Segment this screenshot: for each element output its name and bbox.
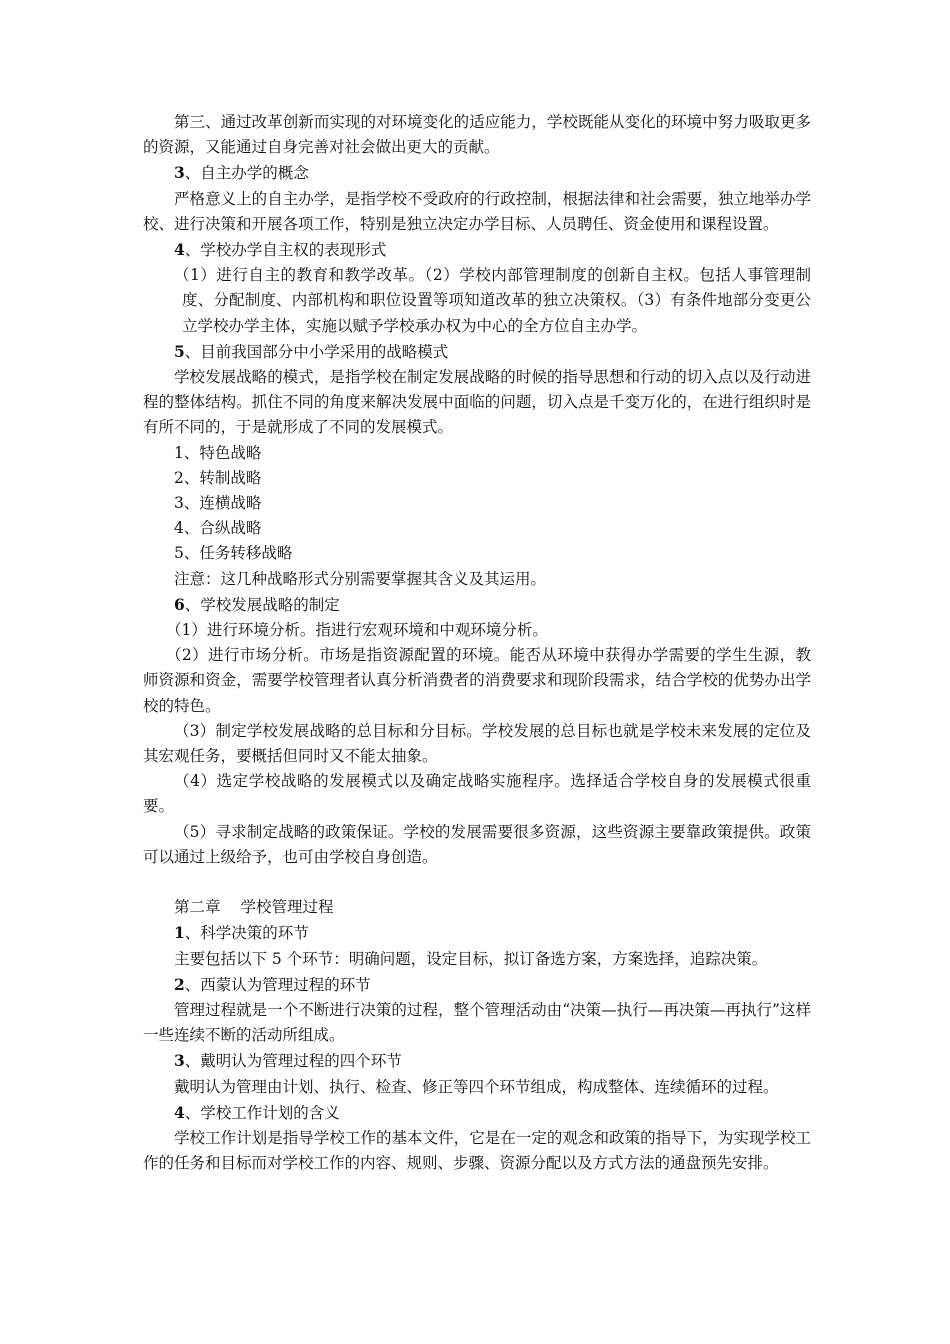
paragraph-decision-steps: 主要包括以下 5 个环节：明确问题，设定目标，拟订备选方案，方案选择，追踪决策。 bbox=[174, 949, 768, 968]
heading-text: 、目前我国部分中小学采用的战略模式 bbox=[184, 342, 449, 361]
paragraph-autonomy-definition: 严格意义上的自主办学，是指学校不受政府的行政控制，根据法律和社会需要，独立地举办学校、进行决策和开展各项工作，特别是独立决定办学目标、人员聘任、资金使用和课程设置。 bbox=[143, 189, 811, 233]
heading-text: 、戴明认为管理过程的四个环节 bbox=[184, 1052, 402, 1071]
list-item-strategy: 4、合纵战略 bbox=[174, 519, 262, 538]
paragraph-deming-process: 戴明认为管理由计划、执行、检查、修正等四个环节组成，构成整体、连续循环的过程。 bbox=[174, 1077, 779, 1096]
document-body bbox=[143, 110, 811, 1176]
heading-text: 、自主办学的概念 bbox=[184, 164, 309, 183]
step-choose-mode: （4）选定学校战略的发展模式以及确定战略实施程序。选择适合学校自身的发展模式很重要。 bbox=[143, 772, 811, 816]
heading-autonomy-concept bbox=[143, 160, 811, 186]
section-gap bbox=[143, 870, 811, 895]
heading-strategy-modes bbox=[143, 339, 811, 365]
heading-simon-process bbox=[143, 972, 811, 998]
chapter-title: 学校管理过程 bbox=[240, 898, 334, 917]
heading-number: 1 bbox=[174, 923, 185, 943]
heading-text: 、学校发展战略的制定 bbox=[184, 595, 340, 614]
heading-text: 、学校工作计划的含义 bbox=[184, 1103, 340, 1122]
step-environment-analysis: （1）进行环境分析。指进行宏观环境和中观环境分析。 bbox=[166, 621, 548, 640]
list-item-strategy: 1、特色战略 bbox=[174, 443, 262, 462]
paragraph-simon-process: 管理过程就是一个不断进行决策的过程，整个管理活动由“决策—执行—再决策—再执行”这样一些连续不断的活动所组成。 bbox=[143, 1000, 811, 1045]
heading-number: 2 bbox=[174, 974, 185, 994]
note-text: 注意：这几种战略形式分别需要掌握其含义及其运用。 bbox=[174, 569, 547, 588]
step-policy-guarantee: （5）寻求制定战略的政策保证。学校的发展需要很多资源，这些资源主要靠政策提供。政策可以通过上级给予，也可由学校自身创造。 bbox=[143, 822, 811, 866]
heading-autonomy-forms bbox=[143, 237, 811, 263]
chapter-label: 第二章 bbox=[174, 898, 221, 917]
heading-decision-steps bbox=[143, 920, 811, 946]
paragraph-work-plan: 学校工作计划是指导学校工作的基本文件，它是在一定的观念和政策的指导下，为实现学校工作的任务和目标而对学校工作的内容、规则、步骤、资源分配以及方式方法的通盘预先安排。 bbox=[143, 1128, 811, 1173]
heading-number: 4 bbox=[174, 240, 185, 260]
paragraph-autonomy-forms: （1）进行自主的教育和教学改革。（2）学校内部管理制度的创新自主权。包括人事管理制度、分配制度、内部机构和职位设置等项知道改革的独立决策权。（3）有条件地部分变更公立学校办学主体，实施以赋予学校承办权为中心的全方位自主办学。 bbox=[174, 266, 811, 335]
list-item-strategy: 3、连横战略 bbox=[174, 494, 262, 513]
heading-number: 3 bbox=[174, 1051, 185, 1071]
heading-work-plan bbox=[143, 1100, 811, 1126]
list-item-strategy: 2、转制战略 bbox=[174, 468, 262, 487]
step-market-analysis: （2）进行市场分析。市场是指资源配置的环境。能否从环境中获得办学需要的学生生源，教师资源和资金，需要学校管理者认真分析消费者的消费要求和现阶段需求，结合学校的优势办出学校的特色。 bbox=[143, 646, 811, 715]
heading-number: 3 bbox=[174, 163, 185, 183]
heading-text: 、学校办学自主权的表现形式 bbox=[184, 241, 387, 260]
heading-strategy-formulation bbox=[143, 592, 811, 618]
heading-deming-process bbox=[143, 1048, 811, 1074]
step-set-goals: （3）制定学校发展战略的总目标和分目标。学校发展的总目标也就是学校未来发展的定位及其宏观任务，要概括但同时又不能太抽象。 bbox=[143, 721, 811, 766]
list-item-strategy: 5、任务转移战略 bbox=[174, 544, 293, 563]
paragraph-strategy-modes: 学校发展战略的模式，是指学校在制定发展战略的时候的指导思想和行动的切入点以及行动进程的整体结构。抓住不同的角度来解决发展中面临的问题，切入点是千变万化的，在进行组织时是有所不同的，于是就形成了不同的发展模式。 bbox=[143, 368, 811, 437]
heading-number: 6 bbox=[174, 594, 185, 614]
heading-number: 5 bbox=[174, 341, 185, 361]
heading-text: 、科学决策的环节 bbox=[184, 924, 309, 943]
heading-text: 、西蒙认为管理过程的环节 bbox=[184, 975, 371, 994]
chapter-heading bbox=[143, 895, 811, 920]
paragraph-third-point: 第三、通过改革创新而实现的对环境变化的适应能力，学校既能从变化的环境中努力吸取更多的资源，又能通过自身完善对社会做出更大的贡献。 bbox=[143, 113, 811, 157]
heading-number: 4 bbox=[174, 1102, 185, 1122]
